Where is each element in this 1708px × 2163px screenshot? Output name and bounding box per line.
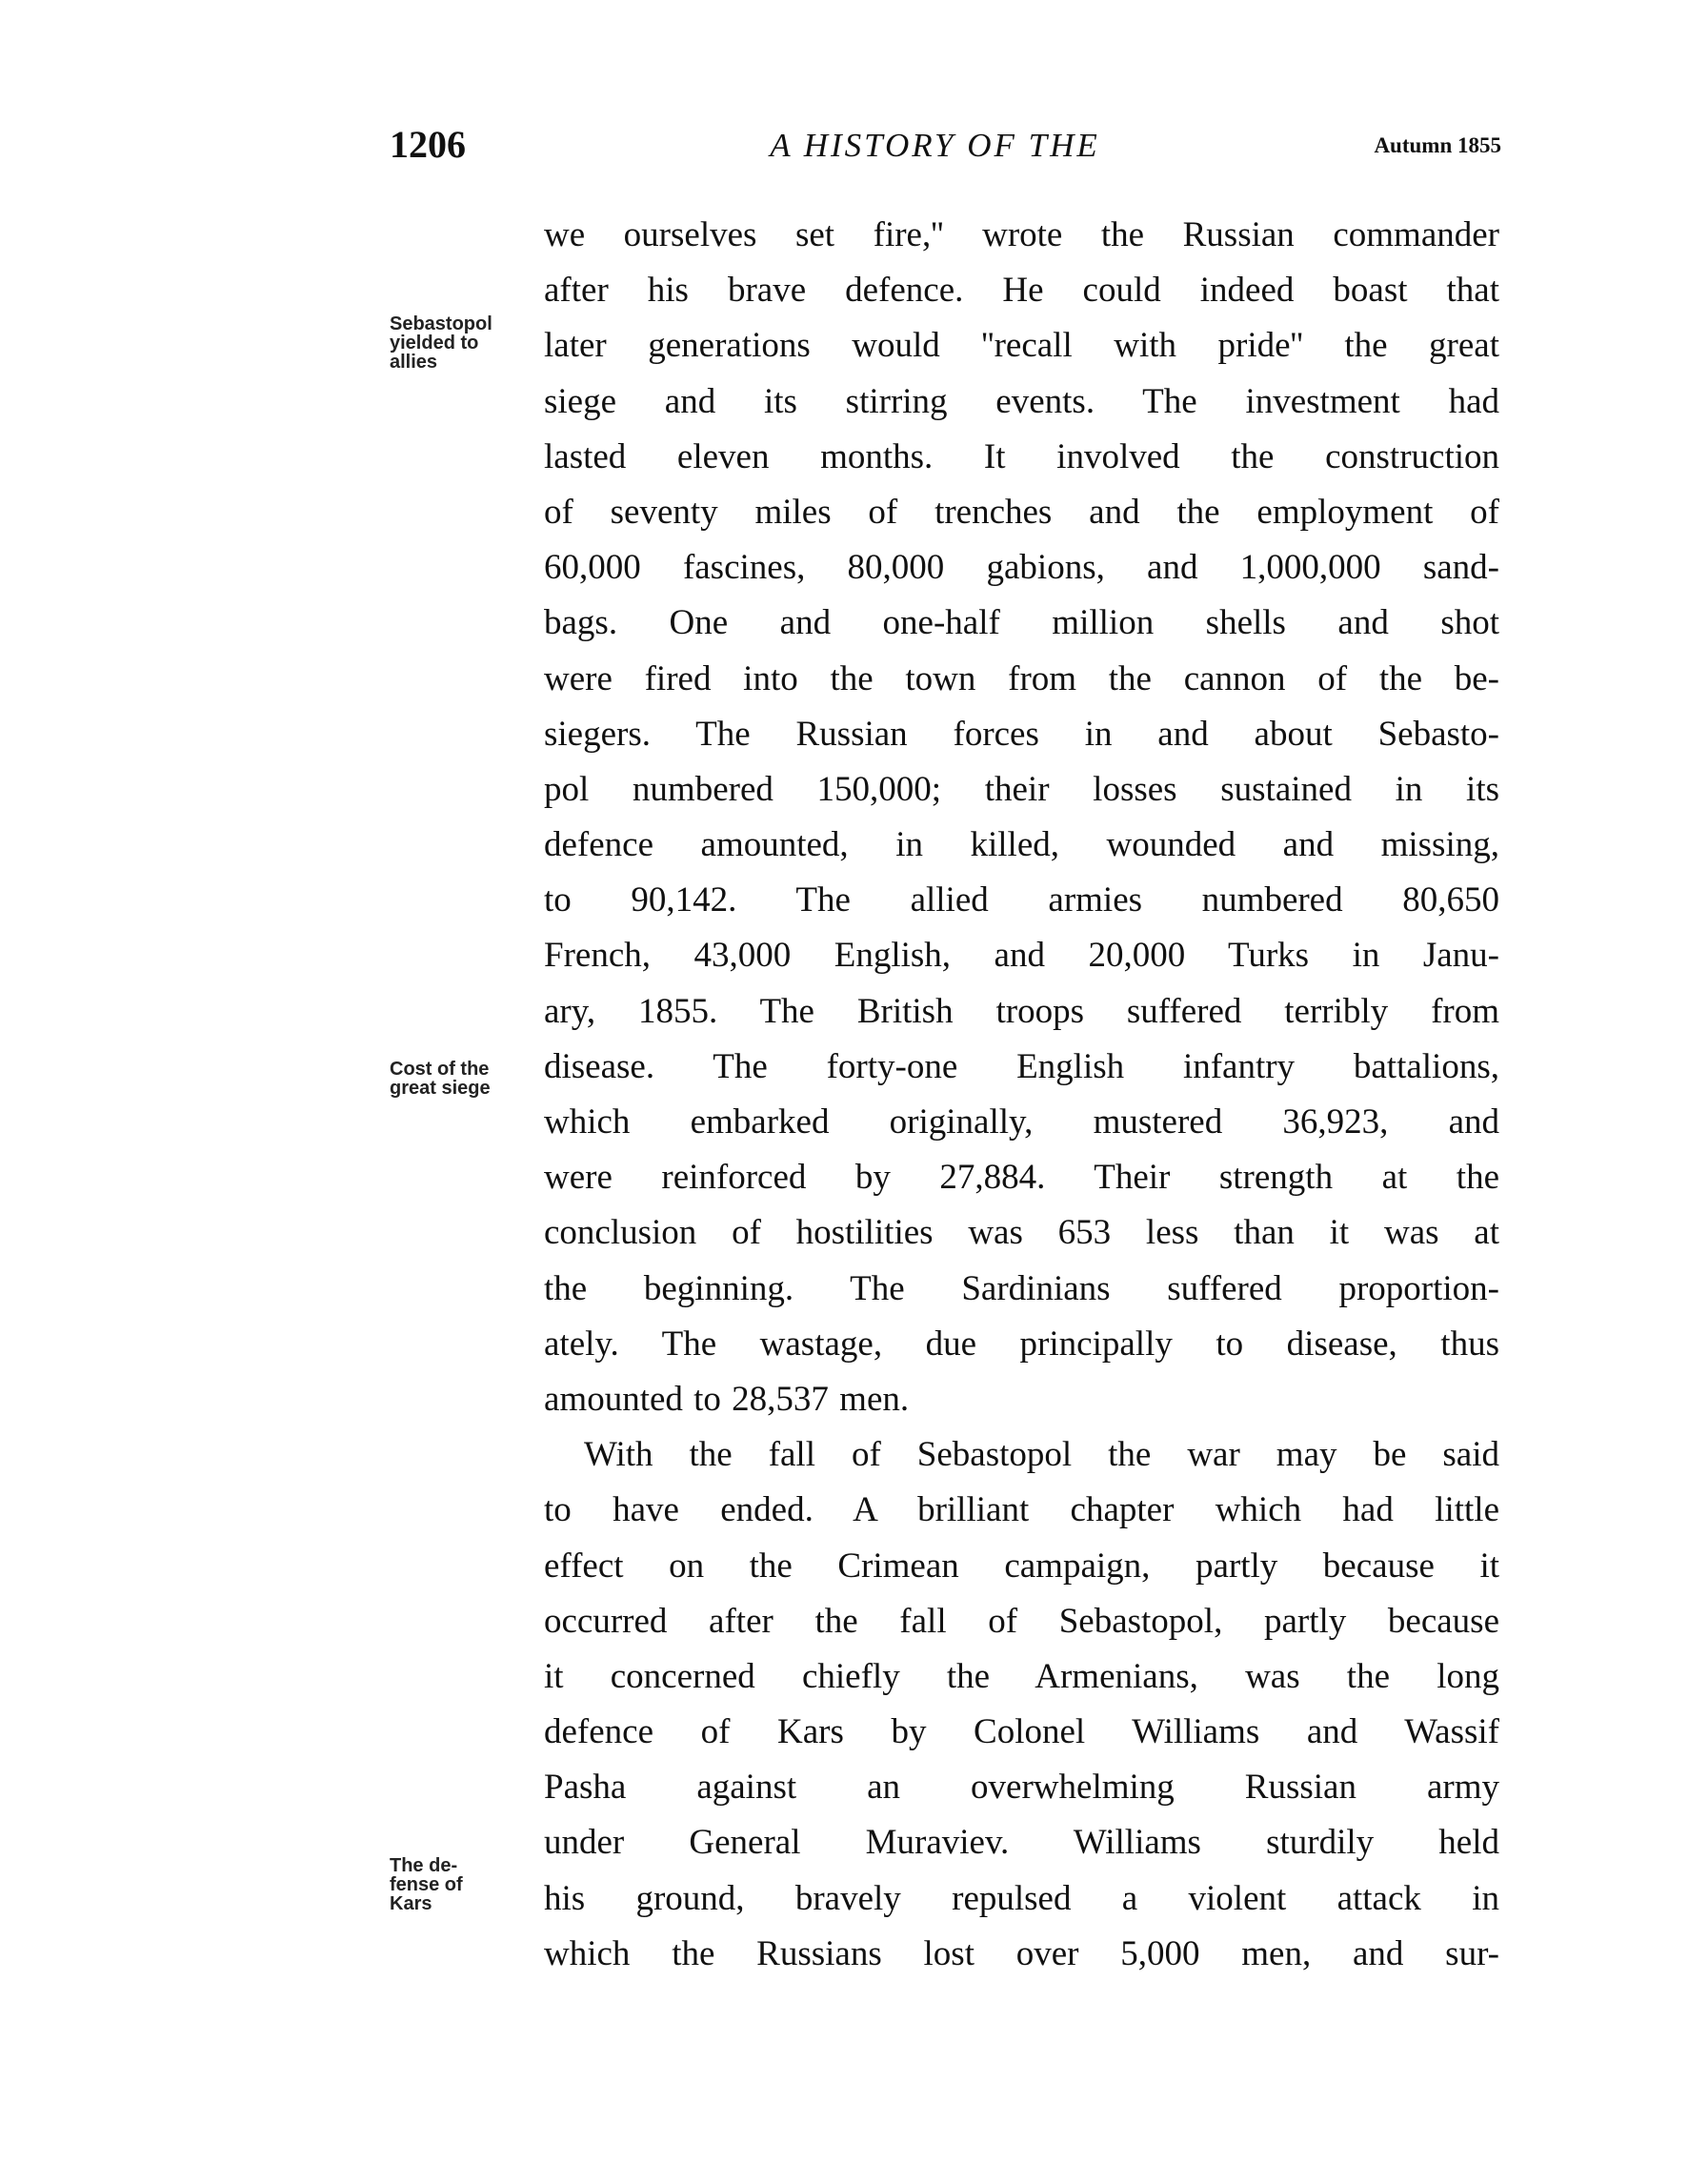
text-line: French, 43,000 English, and 20,000 Turks in Janu- — [544, 936, 1499, 976]
running-title: A HISTORY OF THE — [770, 127, 1100, 164]
text-line: under General Muraviev. Williams sturdily held — [544, 1823, 1499, 1863]
text-line: siegers. The Russian forces in and about Sebasto- — [544, 714, 1499, 754]
text-line: were reinforced by 27,884. Their strength at the — [544, 1158, 1499, 1198]
text-line: were fired into the town from the cannon of the be- — [544, 658, 1499, 698]
text-line: later generations would ''recall with pride'' the great — [544, 326, 1499, 366]
margin-note-line: yielded to — [390, 333, 479, 354]
page-number: 1206 — [390, 123, 466, 166]
margin-note-line: Sebastopol — [390, 313, 492, 334]
running-date: Autumn 1855 — [1374, 133, 1501, 157]
text-line: lasted eleven months. It involved the construction — [544, 436, 1499, 476]
text-line: which the Russians lost over 5,000 men, and sur- — [544, 1933, 1499, 1973]
text-line: the beginning. The Sardinians suffered proportion- — [544, 1268, 1499, 1308]
text-line: to 90,142. The allied armies numbered 80,650 — [544, 880, 1499, 920]
text-line: effect on the Crimean campaign, partly because it — [544, 1546, 1499, 1586]
text-line: we ourselves set fire,'' wrote the Russian commander — [544, 215, 1499, 254]
margin-note-cost-of-siege — [390, 1060, 491, 1098]
text-line: With the fall of Sebastopol the war may be said — [584, 1435, 1499, 1475]
text-line: ately. The wastage, due principally to disease, thus — [544, 1324, 1499, 1364]
text-line: pol numbered 150,000; their losses sustained in its — [544, 769, 1499, 809]
text-line: amounted to 28,537 men. — [544, 1379, 910, 1419]
text-line: Pasha against an overwhelming Russian army — [544, 1768, 1499, 1808]
text-line: occurred after the fall of Sebastopol, partly because — [544, 1601, 1499, 1641]
margin-note-line: great siege — [390, 1078, 491, 1099]
paragraph — [544, 1427, 1499, 1982]
text-line: of seventy miles of trenches and the employment of — [544, 492, 1499, 532]
text-line: it concerned chiefly the Armenians, was the long — [544, 1656, 1499, 1696]
text-line: bags. One and one-half million shells and shot — [544, 603, 1499, 643]
margin-note-line: The de- — [390, 1855, 458, 1876]
text-line: disease. The forty-one English infantry battalions, — [544, 1046, 1499, 1086]
body-text — [544, 208, 1499, 1982]
margin-note-defense-of-kars — [390, 1856, 463, 1913]
text-line: ary, 1855. The British troops suffered terribly from — [544, 991, 1499, 1031]
text-line: 60,000 fascines, 80,000 gabions, and 1,000,000 sand- — [544, 548, 1499, 588]
text-line: defence of Kars by Colonel Williams and Wassif — [544, 1712, 1499, 1752]
text-line: to have ended. A brilliant chapter which had little — [544, 1490, 1499, 1530]
paragraph — [544, 208, 1499, 1427]
text-line: siege and its stirring events. The investment had — [544, 381, 1499, 421]
margin-note-line: Cost of the — [390, 1059, 490, 1080]
margin-note-line: Kars — [390, 1893, 432, 1914]
text-line: which embarked originally, mustered 36,923, and — [544, 1102, 1499, 1142]
text-line: after his brave defence. He could indeed boast that — [544, 271, 1499, 311]
margin-note-line: fense of — [390, 1874, 463, 1895]
text-line: his ground, bravely repulsed a violent attack in — [544, 1878, 1499, 1918]
text-line: defence amounted, in killed, wounded and missing, — [544, 825, 1499, 865]
text-line: conclusion of hostilities was 653 less than it was at — [544, 1213, 1499, 1253]
margin-note-line: allies — [390, 352, 438, 373]
margin-note-sebastopol-yielded — [390, 314, 492, 372]
